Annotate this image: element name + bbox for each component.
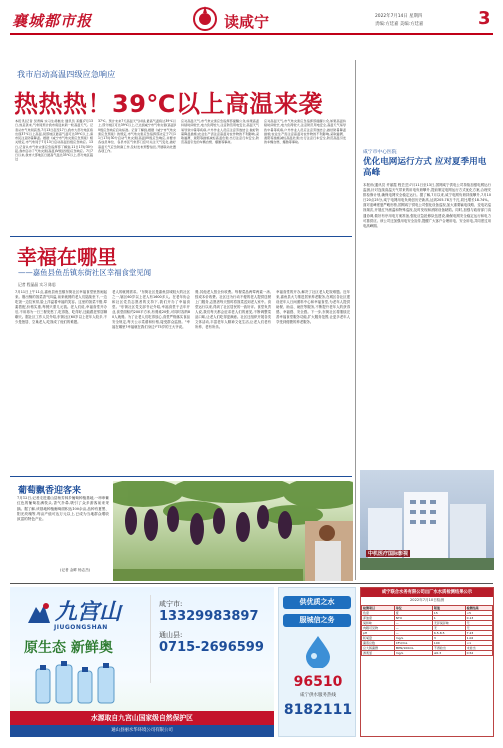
editors-line: 责编:方廷嘉 美编:方廷嘉: [375, 22, 424, 27]
table-cell: —: [394, 626, 432, 631]
side-headline-text: 优化电网运行方式 应对夏季用电高峰: [363, 157, 487, 178]
hospital-ad: [360, 470, 494, 570]
table-cell: 0.52: [465, 651, 492, 656]
table-cell: 游离氯: [362, 651, 395, 656]
jgs-phone-box: [150, 595, 268, 683]
heat-col-1: 本报讯(记者 吴青梅 实习生胡楷龙 通讯员 邓璐)7月13日,热意袭来,气象局预计我市将迎来新一轮高温天气。记者从市气象局获悉,7月13日起至17日,我市大部分地区将出现37℃以上高温,局部地区最高气温可达39℃以上,请市民注意防暑降温。根据《咸宁市气象灾害应急预案》相关规定,市气象局于7月13日启动高温四级应急响应。13日,记者从市气象灾害应急指挥部了解到,11日17时30分起,我市启动了气象灾害(高温)IV级(四级)应急响应。7月7日以来,我市大部地区日最高气温达35℃以上,部分地区超过: [15, 119, 93, 162]
date-line: 2022年7月14日 星期四: [375, 14, 423, 19]
grape-caption: 7月12日,记者走进通山县杨芳林乡葡萄种植基地,一串串紫红色的葡萄挂满枝头,香气扑鼻,吸引了众多游客前来采摘。据了解,该基地种植葡萄面积达100余亩,品种有夏黑、阳光玫瑰等,每亩产值可达万元以上,已成为当地群众增收致富的特色产业。: [17, 496, 109, 522]
heat-col-3: 应对高温天气,市气象灾害应急指挥部提醒公众,如果高温持续时间较长,电力负荷较大,注意防范用电安全,高温天气易导致中暑等疾病,户外作业人员应注意劳逸结合,做好防暑降温措施;农业生产需注意高温对农作物的不利影响,采取灌溉、遮阳等措施减轻高温危害;出行注意行车安全,防范高温引发的车辆自燃、爆胎等事故。: [181, 119, 259, 145]
table-cell: 无异臭异味: [432, 621, 465, 626]
table-cell: 度: [394, 611, 432, 616]
table-cell: 浑浊度: [362, 616, 395, 621]
grape-credit: (记者 金畔 杨志杰): [60, 568, 91, 572]
table-cell: 色度: [362, 611, 395, 616]
table-cell: —: [394, 631, 432, 636]
happy-col-3: 餐,其他老人按全价收费。每餐菜品两荤两素一汤,按成本价收费。社区还为行动不便的老人提供送餐上门服务,志愿者每天按时将饭菜送到老人家中。食堂运行以来,得到了社区居民的一致好评。食堂负责人说,我们每天都会征求老人们的意见,不断调整菜品口味,让老人们吃得更满意。社区还组织开展各类文体活动,丰富老年人精神文化生活,让老人们老有所养、老有所乐。: [195, 290, 271, 329]
jgs-brand: 九宫山: [55, 600, 122, 625]
table-cell: —: [394, 621, 432, 626]
crest-icon: [192, 5, 218, 33]
masthead-rule: [10, 33, 493, 35]
water-table-title: 咸宁联合水务有限公司出厂水水质检测结果公示: [361, 588, 493, 597]
water-bottle-icon: [30, 659, 120, 705]
table-cell: CFU/mL: [394, 641, 432, 646]
jgs-tagline: 水源取自九宫山国家级自然保护区: [10, 711, 274, 725]
table-cell: <5: [465, 611, 492, 616]
gas-line-2: 服城信之务: [283, 614, 351, 627]
happy-subhead: ——嘉鱼县鱼岳镇东街社区幸福食堂见闻: [18, 268, 152, 277]
table-cell: 100: [432, 641, 465, 646]
table-cell: <1: [465, 641, 492, 646]
grape-title: 葡萄飘香迎客来: [18, 486, 82, 496]
side-divider: [355, 60, 356, 580]
side-body: 本报讯(通讯员 许丽霞 程芸芸)7月11日至13日,国网咸宁供电公司持续加强电网运行监测,针对连续高温天气带来的用电负荷攀升,提前制定电网运行方式优化方案,合理安排检修计划,确保电网安全稳定运行。据了解,7月以来,咸宁电网负荷持续攀升,7月10日20点25分,咸宁电网用电负荷创历史新高,达到205.78万千瓦,同比增长18.74%。面对迎峰度夏严峻形势,国网咸宁供电公司强化设备巡视,加大重要输电线路、变电站巡视频次,开展红外测温和特殊巡视,及时发现和消除设备缺陷。同时,加强与政府部门沟通协调,做好有序用电方案准备,强化应急抢修队伍建设,确保电网安全稳定运行和电力可靠供应。该公司还加强用电安全宣传,提醒广大客户合理用电、安全用电,共同度过用电高峰期。: [363, 183, 491, 228]
gas-hotline-sub: 咸宁供水服务热线: [300, 693, 336, 698]
water-quality-table-block: [360, 587, 494, 737]
gas-phone[interactable]: 8182111: [283, 702, 353, 718]
table-header: 单位: [394, 606, 432, 611]
water-table-date: 2022年7月10日检测: [410, 598, 444, 602]
side-headline: [363, 157, 493, 179]
table-header: 限值: [432, 606, 465, 611]
table-cell: pH: [362, 631, 395, 636]
table-cell: NTU: [394, 616, 432, 621]
table-cell: mg/L: [394, 636, 432, 641]
table-cell: mg/L: [394, 651, 432, 656]
happy-headline: 幸福在哪里: [17, 245, 117, 269]
table-cell: 7.23: [465, 631, 492, 636]
jgs-footer: 通山县丽水华环境公司有限公司: [10, 725, 274, 737]
section-title: 读咸宁: [224, 13, 270, 31]
jgs-phone-2[interactable]: 0715-2696599: [159, 640, 264, 655]
jgs-phone-1[interactable]: 13329983897: [159, 609, 259, 624]
jgs-slogan: 原生态 新鲜奥: [24, 640, 113, 656]
jgs-phone-label-2: 通山县:: [159, 631, 183, 639]
table-cell: 1.02: [465, 636, 492, 641]
gas-line-1: 供优质之水: [283, 596, 351, 609]
water-drop-icon: [301, 634, 335, 668]
masthead-logo: 襄城都市报: [12, 12, 93, 30]
table-header: 检测项目: [362, 606, 395, 611]
table-cell: 6.5-8.5: [432, 631, 465, 636]
table-cell: 菌落总数: [362, 641, 395, 646]
happy-col-1: 7月11日上午11点,嘉鱼县鱼岳镇东街社区幸福食堂里热闹起来。刚出锅的饭菜香气四溢,前来就餐的老人们陆续坐下,一边吃饭一边拉家常,脸上洋溢着幸福的笑容。这里的饭菜不错,荤素搭配,价格实惠,每餐只需几元钱。老人们说,幸福食堂开办后,不用再为一日三餐发愁了,吃得饱、吃得好,还能跟老邻居聊聊天。据社区工作人员介绍,东街社区60岁以上老年人较多,不少是独居、空巢老人,吃饭成了他们的难题。: [15, 290, 107, 324]
table-cell: 耗氧量: [362, 636, 395, 641]
happy-top-rule: [10, 236, 352, 237]
grape-top-rule: [10, 476, 352, 477]
masthead: [0, 0, 503, 56]
table-cell: 15: [432, 611, 465, 616]
heat-headline: 热热热！39℃以上高温来袭: [14, 90, 323, 118]
table-row: [362, 651, 493, 656]
table-cell: ≥0.3: [432, 651, 465, 656]
table-cell: 无: [465, 626, 492, 631]
table-cell: MPN/100mL: [394, 646, 432, 651]
table-cell: 3: [432, 636, 465, 641]
table-cell: 肉眼可见物: [362, 626, 395, 631]
happy-byline: 记者 程晶晶 实习 陈思: [18, 282, 56, 287]
happy-col-4: 幸福食堂的开办,解决了社区老人吃饭难题。近年来,嘉鱼县大力推进居家养老服务,在城区各社区建设老年人日间照料中心和幸福食堂,为老年人提供助餐、助洁、助医等服务,不断提升老年人的获得感、幸福感、安全感。下一步,东街社区将继续完善幸福食堂服务功能,扩大服务范围,让更多老年人享受到便捷的养老服务。: [276, 290, 350, 324]
table-cell: 未检出: [465, 646, 492, 651]
jgs-brand-en: JIUGONGSHAN: [54, 624, 108, 631]
jiugongshan-ad: [10, 587, 274, 737]
happy-col-2: 老人的就餐需求。"东街社区是嘉鱼县城较大的社区之一,辖区60岁以上老人有1600多人。在老年协会和社区党员志愿者的支持下,我们开办了幸福食堂。"东街社区党支部书记介绍,幸福食堂于去年开业,食堂面积约200平方米,有餐桌20张,可同时容纳80人就餐。为了让老人们吃得放心,食堂严格落实食品安全规定,每天公示菜谱和价格,接受群众监督。"幸福在哪里?幸福就在我们身边!"75岁的王大爷说。: [112, 290, 190, 329]
ads-top-rule: [10, 583, 493, 584]
hospital-name: 中机医疗国际影视: [368, 551, 409, 557]
grape-photo: [113, 481, 353, 581]
table-cell: 0.13: [465, 616, 492, 621]
table-cell: 1: [432, 616, 465, 621]
table-cell: 无: [465, 621, 492, 626]
table-cell: 总大肠菌群: [362, 646, 395, 651]
mountain-logo-icon: [26, 601, 52, 625]
table-cell: 不得检出: [432, 646, 465, 651]
water-quality-table: [361, 605, 493, 656]
jgs-phone-label-1: 咸宁市:: [159, 600, 183, 608]
heat-col-4: 应对高温天气,市气象灾害应急指挥部提醒公众,如果高温持续时间较长,电力负荷较大,注意防范用电安全,高温天气易导致中暑等疾病,户外作业人员应注意劳逸结合,做好防暑降温措施;农业生产需注意高温对农作物的不利影响,采取灌溉、遮阳等措施减轻高温危害;出行注意行车安全,防范高温引发的车辆自燃、爆胎等事故。: [264, 119, 346, 145]
gas-hotline[interactable]: 96510: [293, 674, 343, 690]
table-cell: 无: [432, 626, 465, 631]
side-kicker: 咸宁市中心医院: [363, 150, 397, 155]
table-header: 检测结果: [465, 606, 492, 611]
water-service-ad: [278, 587, 356, 737]
table-cell: 臭和味: [362, 621, 395, 626]
page-number: 3: [478, 8, 491, 29]
heat-col-2: 37℃。预计未来7天高温天气持续,最高气温将达39℃以上,部分地区可达39℃以上,已达到咸宁市气象灾害(高温)IV级应急响应启动标准。记者了解到,根据《咸宁市气象灾害应急预案》的规定,市气象灾害应急指挥部决定于7月11日17时30分启动气象灾害(高温)IV级应急响应,并要求各成员单位、各县市区气象部门密切关注天气变化,做好高温天气应急防御工作,及时发布预警信息,开展联动处置各项工作。: [98, 119, 176, 153]
heat-kicker: 我市启动高温四级应急响应: [17, 69, 116, 79]
